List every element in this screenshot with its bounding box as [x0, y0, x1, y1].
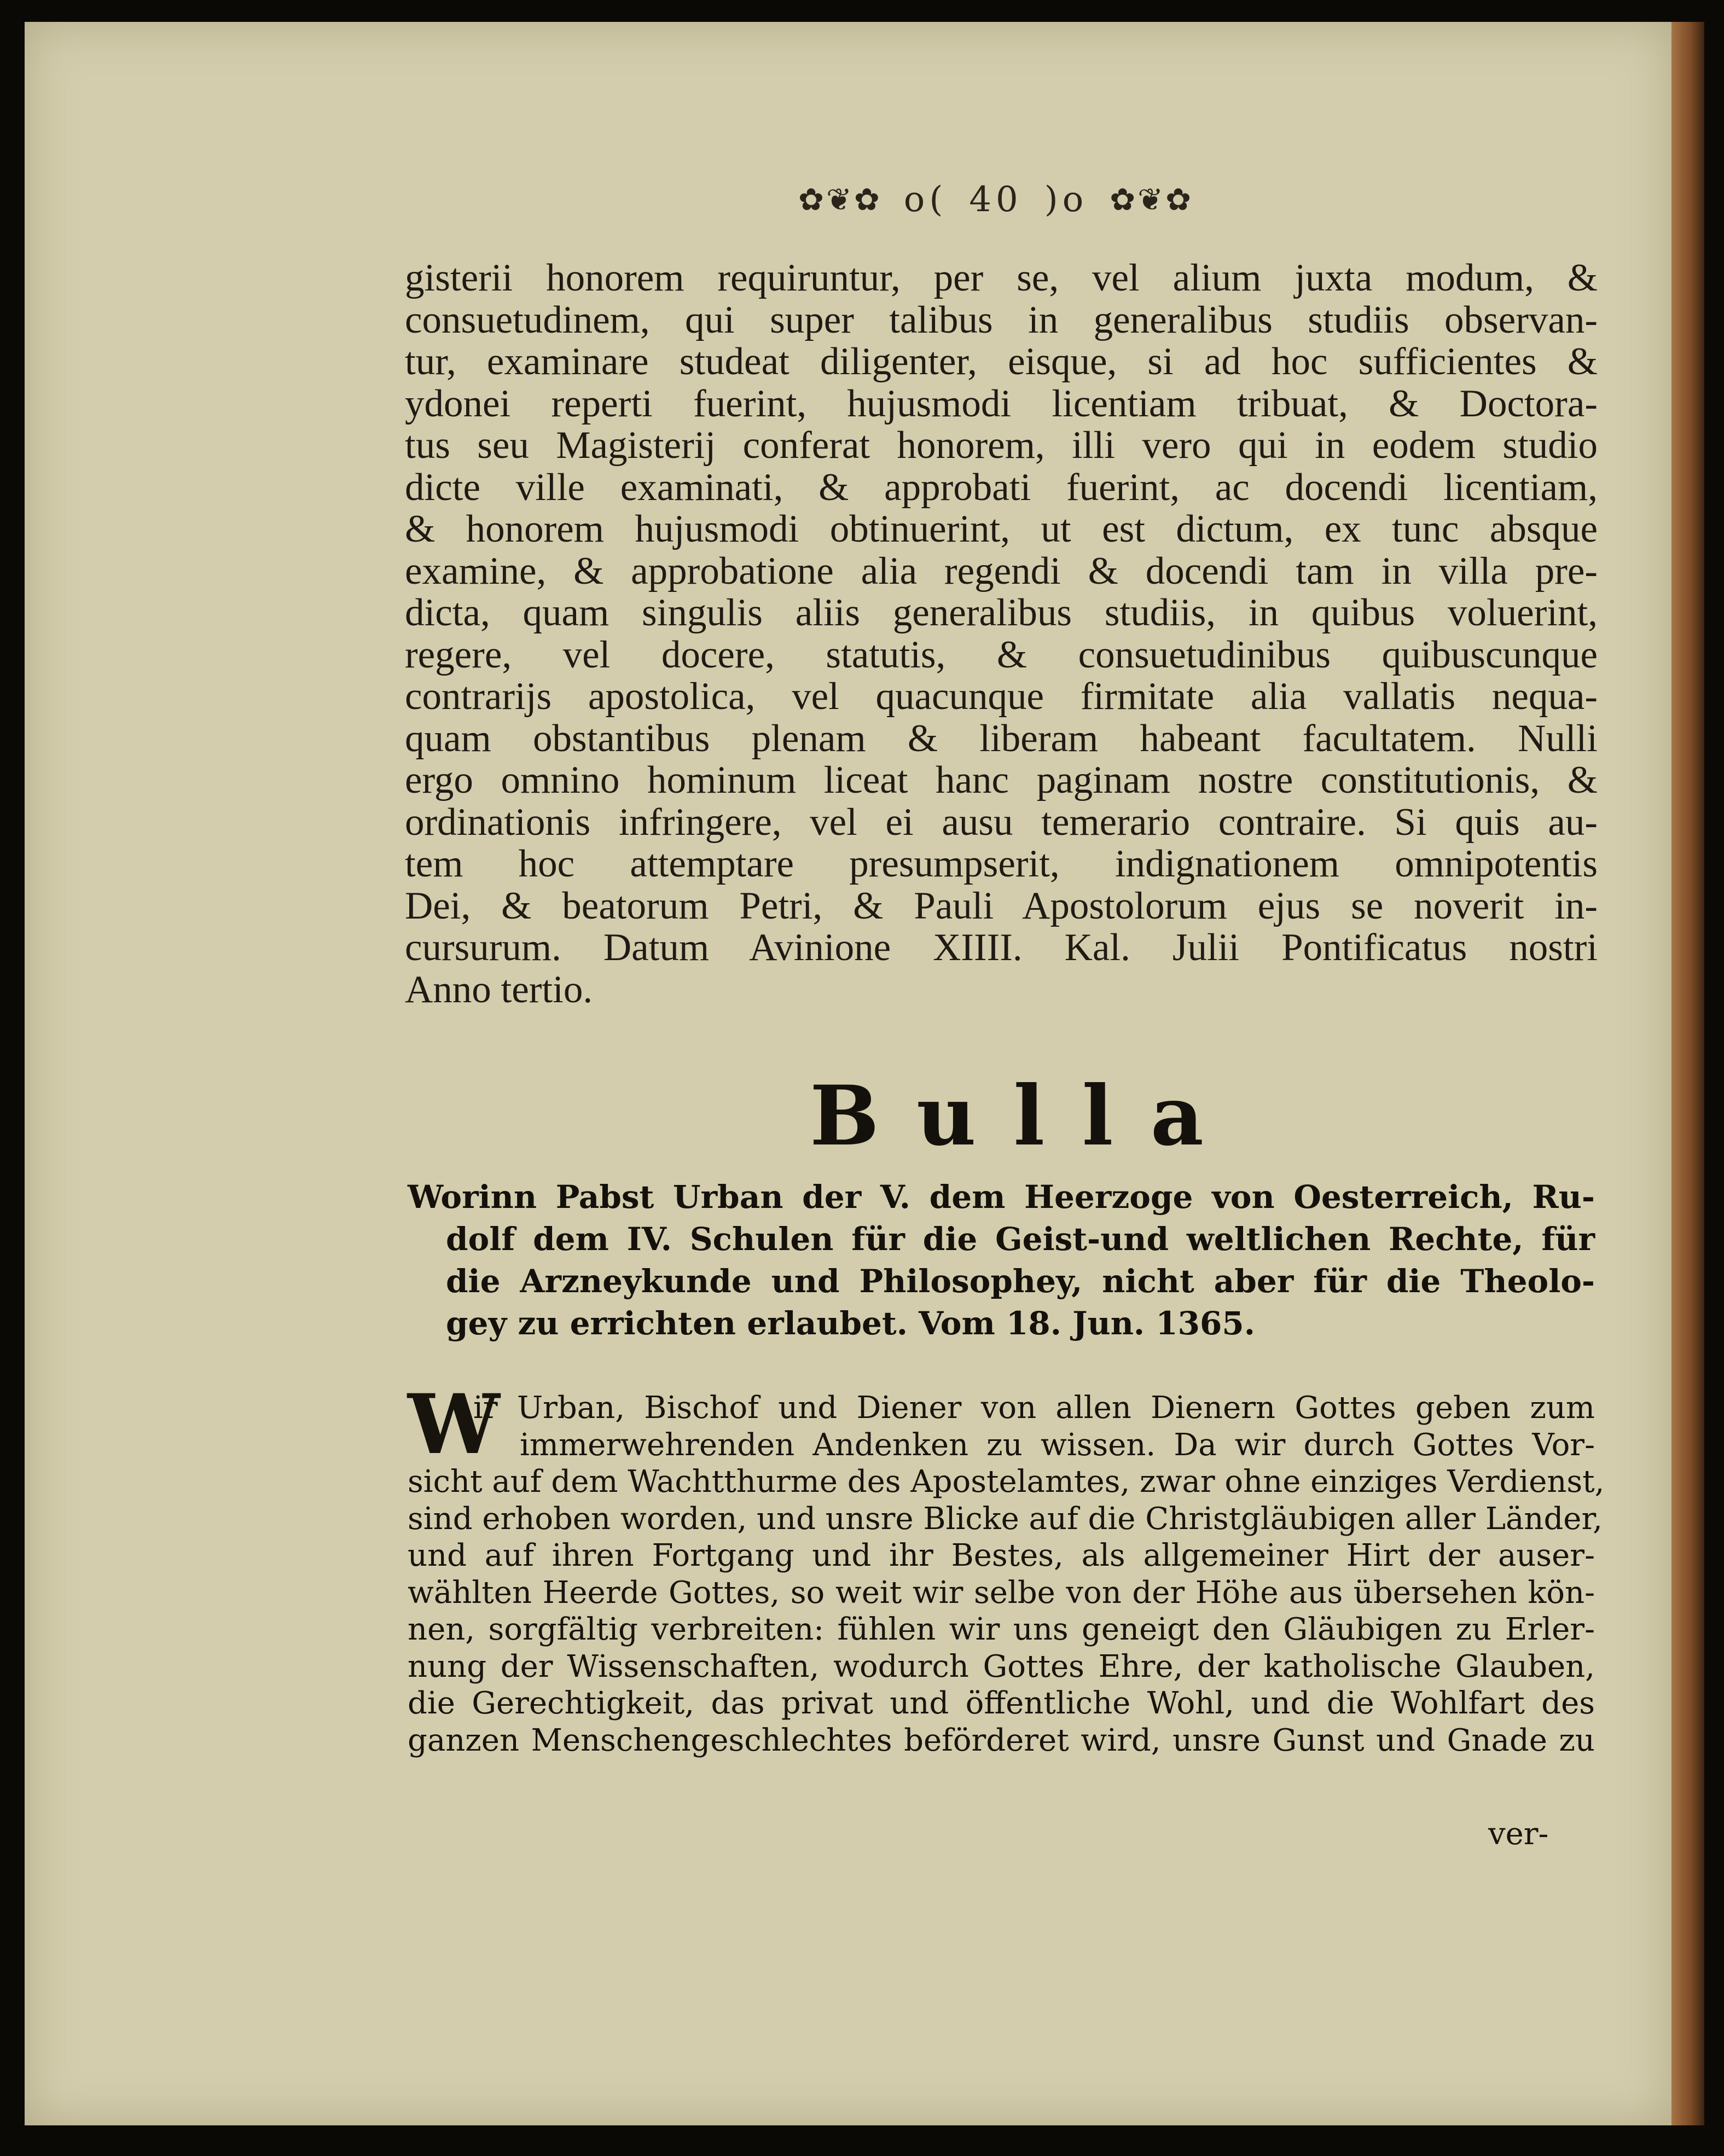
text-line: dicta, quam singulis aliis generalibus studiis, in quibus voluerint,: [405, 591, 1598, 634]
text-line: tus seu Magisterij conferat honorem, illi vero qui in eodem studio: [405, 424, 1598, 467]
title-letter: u: [916, 1068, 977, 1164]
text-line: & honorem hujusmodi obtinuerint, ut est dictum, ex tunc absque: [405, 508, 1598, 550]
text-line: ordinationis infringere, vel ei ausu temerario contraire. Si quis au-: [405, 800, 1598, 844]
subtitle-line: die Arzneykunde und Philosophey, nicht aber für die Theolo-: [446, 1263, 1595, 1300]
section-subtitle: [408, 1176, 1595, 1345]
text-line: wählten Heerde Gottes, so weit wir selbe von der Höhe aus übersehen kön-: [408, 1574, 1595, 1611]
text-line: Dei, & beatorum Petri, & Pauli Apostolorum ejus se noverit in-: [405, 884, 1598, 927]
text-line: regere, vel docere, statutis, & consuetudinibus quibuscunque: [405, 633, 1598, 676]
text-line: und auf ihren Fortgang und ihr Bestes, als allgemeiner Hirt der auser-: [408, 1538, 1595, 1573]
text-line: Anno tertio.: [405, 968, 593, 1011]
text-line: sind erhoben worden, und unsre Blicke auf die Christgläubigen aller Länder,: [408, 1501, 1603, 1537]
text-line: die Gerechtigkeit, das privat und öffentliche Wohl, und die Wohlfart des: [408, 1686, 1595, 1721]
title-letter: l: [1013, 1068, 1045, 1164]
latin-text-block: [405, 257, 1598, 1010]
text-line: consuetudinem, qui super talibus in generalibus studiis observan-: [405, 298, 1598, 341]
text-line: tem hoc attemptare presumpserit, indignationem omnipotentis: [405, 842, 1598, 885]
text-line: tur, examinare studeat diligenter, eisque, si ad hoc sufficientes &: [405, 340, 1598, 383]
ornament-left-icon: ✿❦✿: [798, 182, 882, 218]
text-line: cursurum. Datum Avinione XIIII. Kal. Julii Pontificatus nostri: [405, 926, 1598, 969]
text-line: gisterii honorem requiruntur, per se, vel alium juxta modum, &: [405, 257, 1598, 299]
text-line: contrarijs apostolica, vel quacunque firmitate alia vallatis nequa-: [405, 675, 1598, 718]
section-title: [810, 1068, 1204, 1164]
title-letter: l: [1082, 1068, 1113, 1164]
page-number: 40: [969, 179, 1023, 220]
subtitle-line: Worinn Pabst Urban der V. dem Heerzoge von Oesterreich, Ru-: [408, 1178, 1595, 1216]
title-letter: B: [810, 1068, 879, 1164]
text-line: sicht auf dem Wachtthurme des Apostelamtes, zwar ohne einziges Verdienst,: [408, 1464, 1605, 1500]
subtitle-line: dolf dem IV. Schulen für die Geist-und weltlichen Rechte, für: [446, 1221, 1595, 1258]
catchword: ver-: [1488, 1816, 1549, 1852]
text-line: ergo omnino hominum liceat hanc paginam nostre constitutionis, &: [405, 759, 1598, 801]
bracket-right: )o: [1044, 179, 1088, 220]
text-line: examine, & approbatione alia regendi & docendi tam in villa pre-: [405, 549, 1598, 592]
ornament-right-icon: ✿❦✿: [1110, 182, 1193, 218]
text-line: ganzen Menschengeschlechtes beförderet wird, unsre Gunst und Gnade zu: [408, 1722, 1595, 1758]
book-spine-edge: [1671, 22, 1704, 2125]
german-text-block: [408, 1376, 1605, 1759]
text-line: quam obstantibus plenam & liberam habeant facultatem. Nulli: [405, 717, 1598, 760]
bracket-left: o(: [903, 179, 948, 220]
text-line: nung der Wissenschaften, wodurch Gottes Ehre, der katholische Glauben,: [408, 1648, 1595, 1684]
text-line: ydonei reperti fuerint, hujusmodi licentiam tribuat, & Doctora-: [405, 382, 1598, 425]
text-line: nen, sorgfältig verbreiten: fühlen wir uns geneigt den Gläubigen zu Erler-: [408, 1612, 1595, 1647]
text-line: dicte ville examinati, & approbati fuerint, ac docendi licentiam,: [405, 466, 1598, 509]
page-header: [755, 175, 1237, 224]
title-letter: a: [1150, 1068, 1204, 1164]
text-line: immerwehrenden Andenken zu wissen. Da wir durch Gottes Vor-: [520, 1427, 1595, 1463]
subtitle-line: gey zu errichten erlaubet. Vom 18. Jun. 1365.: [446, 1305, 1255, 1342]
drop-cap: W: [408, 1376, 500, 1473]
text-line: ir Urban, Bischof und Diener von allen Dienern Gottes geben zum: [473, 1390, 1595, 1426]
